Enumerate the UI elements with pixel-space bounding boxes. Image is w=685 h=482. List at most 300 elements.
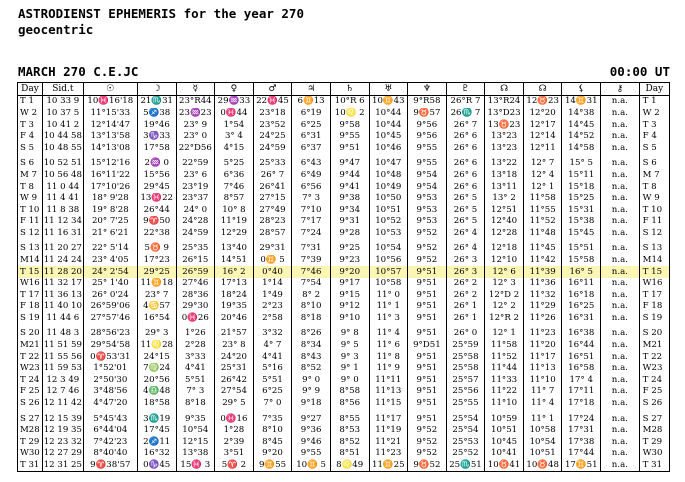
table-cell: 9° 1: [330, 363, 369, 375]
table-cell: 6°37: [292, 142, 331, 154]
table-cell: 10°57: [369, 266, 408, 278]
table-cell: 9°41: [330, 181, 369, 193]
table-cell: n.a.: [601, 409, 640, 425]
table-cell: 9°55: [408, 142, 447, 154]
table-cell: 4°41: [176, 363, 215, 375]
table-cell: 7°35: [253, 409, 292, 425]
table-cell: 9♉57: [408, 108, 447, 120]
table-cell: 6♊13: [292, 96, 331, 108]
table-cell: 7°10: [292, 204, 331, 216]
table-cell: 9°25: [330, 239, 369, 255]
table-cell: 14°38: [562, 108, 601, 120]
table-row: [18, 154, 670, 170]
table-cell: n.a.: [601, 374, 640, 386]
mars-icon: ♂: [253, 83, 292, 96]
table-cell: 1°52'01: [83, 363, 137, 375]
table-cell: 9° 8: [330, 324, 369, 340]
saturn-icon: ♄: [330, 83, 369, 96]
table-cell: 7°31: [292, 239, 331, 255]
table-cell: S 20: [639, 324, 669, 340]
table-cell: M 7: [639, 170, 669, 182]
table-row: [18, 340, 670, 352]
table-cell: 17°13: [215, 278, 254, 290]
table-cell: S 19: [639, 312, 669, 324]
table-row: [18, 409, 670, 425]
table-cell: 12° 1: [485, 324, 524, 340]
table-cell: 5♈ 2: [215, 459, 254, 471]
table-cell: 10°44: [369, 119, 408, 131]
table-cell: 10° 8: [215, 204, 254, 216]
table-cell: 15°12'16: [83, 154, 137, 170]
table-cell: 9°55: [330, 131, 369, 143]
table-cell: T 1: [639, 96, 669, 108]
table-cell: 10°44: [369, 108, 408, 120]
table-cell: 21° 6'21: [83, 227, 137, 239]
table-cell: 26° 7: [253, 170, 292, 182]
table-cell: 12°15: [176, 436, 215, 448]
table-cell: 16°32: [137, 448, 176, 460]
table-cell: 23° 7: [137, 289, 176, 301]
table-cell: 10°49: [369, 181, 408, 193]
table-cell: 3♑33: [137, 131, 176, 143]
table-cell: 10°53: [369, 227, 408, 239]
table-cell: 25°54: [446, 409, 485, 425]
page-title: ASTRODIENST EPHEMERIS for the year 270: [18, 6, 304, 21]
table-cell: 16°51: [562, 351, 601, 363]
table-cell: 25°55: [446, 397, 485, 409]
table-cell: 9°15: [330, 289, 369, 301]
table-cell: F 25: [18, 386, 43, 398]
table-cell: 27°15: [253, 193, 292, 205]
table-cell: n.a.: [601, 436, 640, 448]
table-cell: 10♉41: [485, 459, 524, 471]
table-cell: 22°59: [176, 154, 215, 170]
table-cell: 12° 6: [485, 266, 524, 278]
table-cell: 7°46: [292, 266, 331, 278]
table-cell: 7°39: [292, 255, 331, 267]
table-cell: 11 28 20: [43, 266, 82, 277]
table-cell: S 5: [18, 142, 43, 154]
table-cell: 26° 6: [446, 181, 485, 193]
table-cell: 11°13: [369, 386, 408, 398]
table-cell: 6°44'04: [83, 425, 137, 437]
table-cell: 4° 7: [253, 340, 292, 352]
table-cell: 15°18: [562, 181, 601, 193]
table-cell: 10♊ 5: [292, 459, 331, 471]
table-cell: 11 16 31: [43, 227, 82, 238]
table-cell: 11 55 56: [43, 351, 82, 362]
table-cell: W16: [639, 278, 669, 290]
table-cell: 8°26: [292, 324, 331, 340]
table-cell: 12°10: [485, 255, 524, 267]
table-cell: 1°26: [176, 324, 215, 340]
table-cell: 11 36 13: [43, 289, 82, 300]
table-cell: 23° 4'05: [83, 255, 137, 267]
table-cell: n.a.: [601, 363, 640, 375]
table-cell: 24° 0: [176, 204, 215, 216]
table-cell: 19°35: [215, 301, 254, 313]
table-cell: n.a.: [601, 266, 640, 278]
table-cell: F 4: [639, 131, 669, 143]
table-cell: 17°38: [562, 436, 601, 448]
table-cell: 13°18: [485, 170, 524, 182]
table-cell: 25°57: [446, 374, 485, 386]
table-cell: 11°20: [523, 340, 562, 352]
table-cell: 9° 0: [330, 374, 369, 386]
table-cell: n.a.: [601, 312, 640, 324]
table-cell: 12 15 39: [43, 409, 84, 425]
table-cell: 13°23: [485, 131, 524, 143]
table-cell: 23° 6: [176, 170, 215, 182]
table-cell: 26° 1: [446, 312, 485, 324]
table-cell: 11°10: [523, 374, 562, 386]
table-cell: n.a.: [601, 96, 640, 108]
table-cell: 25° 1'40: [83, 278, 137, 290]
table-cell: 10°R 6: [330, 96, 369, 108]
chiron-icon: ⚷: [601, 83, 640, 96]
table-cell: 29° 3: [137, 324, 176, 340]
table-cell: 4°41: [253, 351, 292, 363]
table-cell: 5°51: [176, 374, 215, 386]
table-cell: 9° 3: [330, 351, 369, 363]
table-cell: F 11: [18, 216, 43, 228]
table-cell: 25°52: [446, 448, 485, 460]
table-cell: 10°50: [369, 193, 408, 205]
table-cell: 29°30: [176, 301, 215, 313]
table-cell: 22° 5'14: [83, 239, 137, 255]
table-cell: n.a.: [601, 216, 640, 228]
table-cell: 7°46: [215, 181, 254, 193]
table-cell: 8° 2: [292, 289, 331, 301]
table-cell: F 18: [18, 301, 43, 313]
table-cell: 17°58: [137, 142, 176, 154]
table-cell: F 11: [639, 216, 669, 228]
table-cell: 23° 8: [215, 340, 254, 352]
table-cell: 9°51: [408, 289, 447, 301]
table-cell: 17°45: [137, 425, 176, 437]
table-cell: 9°46: [292, 436, 331, 448]
table-cell: 11°15'33: [83, 108, 137, 120]
table-cell: 11°11: [369, 374, 408, 386]
table-cell: 26♏ 7: [446, 108, 485, 120]
table-cell: M21: [639, 340, 669, 352]
table-cell: 29♒33: [215, 96, 254, 108]
table-cell: 11 8 38: [43, 204, 84, 216]
table-cell: 8°55: [330, 409, 369, 425]
table-cell: 11°23: [369, 448, 408, 460]
table-cell: 17° 4: [562, 374, 601, 386]
table-cell: 24°15: [137, 351, 176, 363]
table-cell: W30: [639, 448, 669, 460]
table-cell: 29° 5: [215, 397, 254, 409]
table-cell: 26°42: [215, 374, 254, 386]
table-cell: T 24: [639, 374, 669, 386]
table-cell: 29°54'58: [83, 340, 137, 352]
table-cell: 9°51: [408, 409, 447, 425]
table-cell: 10 56 48: [43, 170, 82, 181]
table-cell: 12°17: [523, 119, 562, 131]
table-cell: 9°51: [408, 374, 447, 386]
table-cell: 9°51: [408, 266, 447, 278]
table-cell: 9°31: [330, 216, 369, 228]
table-cell: 9°18: [292, 397, 331, 409]
table-cell: 11 12 34: [43, 216, 82, 227]
table-cell: 26° 6: [446, 131, 485, 143]
table-cell: 11° 0: [369, 289, 408, 301]
mercury-icon: ☿: [176, 83, 215, 96]
header-row: [18, 83, 670, 96]
table-cell: 10 33 9: [43, 96, 84, 108]
table-cell: 17°10'26: [83, 181, 137, 193]
table-cell: S 5: [639, 142, 669, 154]
table-cell: 9♊55: [253, 459, 292, 471]
table-cell: 3°48'56: [83, 386, 137, 398]
table-cell: S 12: [639, 227, 669, 239]
table-cell: 12°51: [485, 204, 524, 216]
table-cell: 10°54: [523, 436, 562, 448]
table-cell: 11 0 44: [43, 181, 84, 193]
table-cell: 26° 1: [446, 301, 485, 313]
table-cell: n.a.: [601, 131, 640, 143]
table-cell: 26° 6: [446, 154, 485, 170]
table-cell: 9°56: [408, 131, 447, 143]
table-cell: 9°52: [408, 425, 447, 437]
table-cell: n.a.: [601, 397, 640, 409]
table-cell: 11°23: [523, 324, 562, 340]
table-cell: 10°47: [369, 154, 408, 170]
table-cell: T 15: [639, 266, 669, 278]
table-cell: 10°58: [369, 278, 408, 290]
table-cell: 12♉23: [523, 96, 562, 108]
table-row: [18, 448, 670, 460]
table-cell: 10°41: [485, 448, 524, 460]
table-cell: 10♌ 2: [330, 108, 369, 120]
table-cell: 1°49: [253, 289, 292, 301]
table-cell: 6°31: [292, 131, 331, 143]
table-cell: 13♉23: [485, 119, 524, 131]
true-node-icon: ☊: [523, 83, 562, 96]
col-header-day-right: Day: [639, 83, 669, 96]
table-cell: T 3: [18, 119, 43, 131]
table-cell: 11♌28: [137, 340, 176, 352]
table-cell: 9♈38'57: [83, 459, 137, 471]
table-cell: 9°38: [330, 193, 369, 205]
table-cell: 10°51: [485, 425, 524, 437]
table-cell: 19° 8'28: [83, 204, 137, 216]
table-cell: n.a.: [601, 278, 640, 290]
table-cell: 10♓16'18: [83, 96, 137, 108]
table-cell: 23° 0: [176, 131, 215, 143]
table-cell: M21: [18, 340, 43, 352]
table-cell: 26° 4: [446, 227, 485, 239]
table-cell: n.a.: [601, 459, 640, 471]
table-cell: 14°58: [562, 142, 601, 154]
table-cell: 12°20: [523, 108, 562, 120]
table-cell: 8°18: [292, 312, 331, 324]
table-cell: 19°46: [137, 119, 176, 131]
month-heading: MARCH 270 C.E.JC: [18, 64, 139, 79]
table-cell: 14°51: [215, 255, 254, 267]
table-cell: 11° 3: [369, 312, 408, 324]
table-cell: 24°59: [176, 227, 215, 239]
table-cell: 10°51: [369, 204, 408, 216]
col-header-day: Day: [18, 83, 43, 96]
table-cell: 26°59'06: [83, 301, 137, 313]
table-cell: 15°56: [137, 170, 176, 182]
table-cell: 12 27 29: [43, 448, 82, 459]
table-cell: n.a.: [601, 142, 640, 154]
table-cell: 20°56: [137, 374, 176, 386]
table-cell: 10°56: [369, 255, 408, 267]
lilith-icon: ⚸: [562, 83, 601, 96]
table-row: [18, 374, 670, 386]
table-cell: 26° 2: [446, 278, 485, 290]
table-cell: 17°31: [562, 425, 601, 437]
table-row: [18, 351, 670, 363]
table-cell: T 10: [18, 204, 43, 216]
table-cell: T 15: [18, 266, 43, 278]
table-row: [18, 119, 670, 131]
table-cell: 8°45: [253, 436, 292, 448]
table-cell: 11°33: [485, 374, 524, 386]
table-cell: 12°18: [485, 239, 524, 255]
table-cell: 15°25: [562, 193, 601, 205]
table-cell: 25°56: [446, 386, 485, 398]
table-cell: 10 41 2: [43, 119, 84, 131]
table-cell: 6°49: [292, 170, 331, 182]
table-cell: F 25: [639, 386, 669, 398]
table-cell: n.a.: [601, 119, 640, 131]
table-cell: 12 31 25: [43, 459, 82, 470]
table-cell: 15°58: [562, 255, 601, 267]
table-cell: 11°15: [369, 397, 408, 409]
table-cell: 12 19 35: [43, 425, 82, 436]
table-row: [18, 131, 670, 143]
table-cell: n.a.: [601, 301, 640, 313]
table-cell: M28: [639, 425, 669, 437]
table-cell: 9°51: [408, 363, 447, 375]
table-cell: S 6: [18, 154, 43, 170]
table-row: [18, 278, 670, 290]
table-cell: 7°54: [292, 278, 331, 290]
table-cell: 11♊25: [369, 459, 408, 471]
table-cell: 11°48: [523, 227, 562, 239]
table-cell: 12°14: [523, 131, 562, 143]
table-cell: 13°D23: [485, 108, 524, 120]
table-cell: 9°36: [292, 425, 331, 437]
table-cell: 18° 9'28: [83, 193, 137, 205]
table-cell: 25°33: [253, 154, 292, 170]
table-cell: 23°19: [176, 181, 215, 193]
table-cell: 8♌49: [330, 459, 369, 471]
table-cell: 5°51: [253, 374, 292, 386]
table-row: [18, 301, 670, 313]
table-cell: 11 59 53: [43, 363, 82, 374]
table-cell: W 9: [639, 193, 669, 205]
table-cell: 13°38: [176, 448, 215, 460]
table-cell: T 8: [639, 181, 669, 193]
table-cell: 9°12: [330, 301, 369, 313]
table-cell: 27°54: [215, 386, 254, 398]
table-cell: 26°15: [176, 255, 215, 267]
table-cell: T 31: [639, 459, 669, 471]
table-row: [18, 425, 670, 437]
table-cell: 8°57: [215, 193, 254, 205]
table-cell: 13♓22: [137, 193, 176, 205]
table-cell: 13°11: [485, 181, 524, 193]
table-cell: 9°51: [408, 386, 447, 398]
table-cell: 12° 3: [485, 278, 524, 290]
table-cell: 22°38: [137, 227, 176, 239]
table-cell: n.a.: [601, 239, 640, 255]
table-cell: 8°18: [176, 397, 215, 409]
table-cell: W 2: [639, 108, 669, 120]
table-cell: 9°51: [408, 397, 447, 409]
table-cell: T 8: [18, 181, 43, 193]
table-cell: 24° 2'54: [83, 266, 137, 278]
table-cell: 13°23: [485, 142, 524, 154]
table-cell: 6°56: [292, 181, 331, 193]
table-cell: 11°58: [523, 193, 562, 205]
table-row: [18, 324, 670, 340]
table-cell: 12 3 49: [43, 374, 84, 386]
table-cell: 0♓16: [215, 409, 254, 425]
page-subtitle: geocentric: [18, 22, 94, 37]
table-cell: 8°53: [330, 425, 369, 437]
table-cell: S 27: [18, 409, 43, 425]
table-cell: 12° 4: [523, 170, 562, 182]
table-cell: 25°59: [446, 340, 485, 352]
table-cell: S 13: [18, 239, 43, 255]
table-cell: 5♐38: [137, 108, 176, 120]
table-cell: 7° 3: [292, 193, 331, 205]
table-cell: 2°50'30: [83, 374, 137, 386]
table-cell: 14°52: [562, 131, 601, 143]
table-cell: 0♊ 5: [253, 255, 292, 267]
table-cell: 9°53: [408, 216, 447, 228]
table-cell: 11 40 10: [43, 301, 82, 312]
table-row: [18, 170, 670, 182]
table-cell: M14: [18, 255, 43, 267]
table-cell: 9°54: [408, 170, 447, 182]
table-cell: 10♊43: [369, 96, 408, 108]
table-cell: 9°53: [408, 204, 447, 216]
table-cell: 9°35: [176, 409, 215, 425]
table-cell: 9°52: [408, 255, 447, 267]
table-cell: 11°19: [369, 425, 408, 437]
venus-icon: ♀: [215, 83, 254, 96]
table-cell: 26°59: [176, 266, 215, 278]
table-cell: 10°45: [369, 131, 408, 143]
table-cell: 11 51 59: [43, 340, 82, 351]
table-cell: S 6: [639, 154, 669, 170]
table-cell: 8°56: [330, 397, 369, 409]
table-cell: 13°R24: [485, 96, 524, 108]
table-cell: 9°52: [408, 239, 447, 255]
table-cell: 24°28: [176, 216, 215, 228]
table-cell: 1°54: [215, 119, 254, 131]
table-cell: 23°37: [176, 193, 215, 205]
table-cell: W23: [18, 363, 43, 375]
table-cell: 9°23: [330, 255, 369, 267]
table-cell: 4°47'20: [83, 397, 137, 409]
table-cell: 17°24: [562, 409, 601, 425]
table-cell: 28°36: [176, 289, 215, 301]
table-cell: 14°45: [562, 119, 601, 131]
table-cell: 11°19: [215, 216, 254, 228]
table-cell: W30: [18, 448, 43, 460]
table-cell: 2°58: [253, 312, 292, 324]
